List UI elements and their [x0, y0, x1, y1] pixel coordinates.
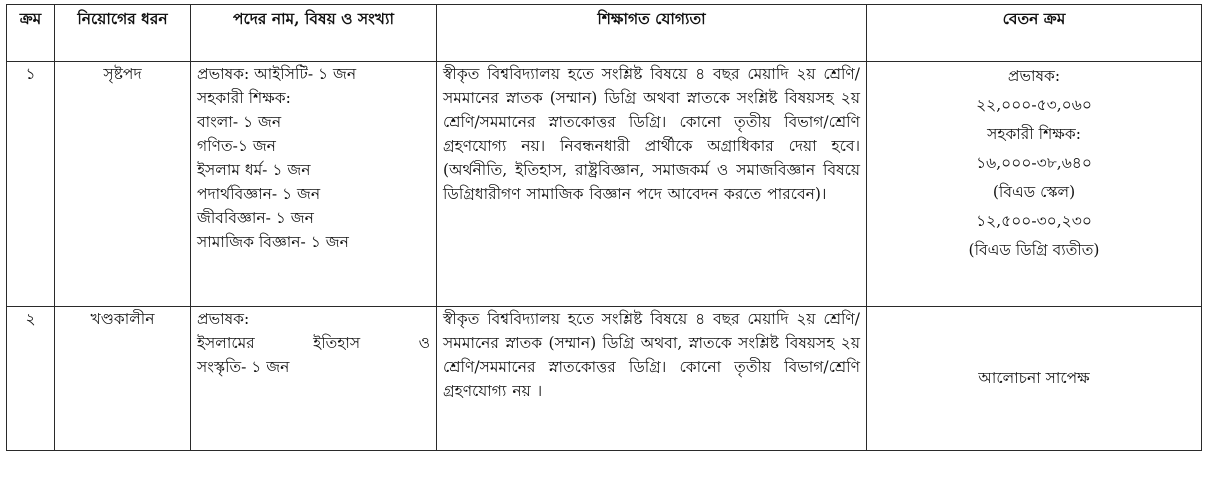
pay-line: (বিএড ডিগ্রি ব্যতীত) — [968, 241, 1100, 259]
row-serial: ২ — [7, 307, 55, 451]
pay-line: ১২,৫০০-৩০,২৩০ — [976, 212, 1092, 230]
header-serial: ক্রম — [7, 5, 55, 62]
pay-line: প্রভাষক: — [1007, 67, 1061, 85]
post-line: গণিত-১ জন — [197, 137, 276, 155]
post-line: প্রভাষক: আইসিটি- ১ জন — [197, 65, 357, 83]
row-posts — [191, 307, 437, 451]
row-posts — [191, 62, 437, 307]
row-qualification: স্বীকৃত বিশ্ববিদ্যালয় হতে সংশ্লিষ্ট বিষয়ে ৪ বছর মেয়াদি ২য় শ্রেণি/সমমানের স্নাতক (সম্মান) ডিগ্রি অথবা স্নাতকে সংশ্লিষ্ট বিষয়সহ ২য় শ্রেণি/সমমানের স্নাতকোত্তর ডিগ্রি। কোনো তৃতীয় বিভাগ/শ্রেণি গ্রহণযোগ্য নয়। নিবন্ধনধারী প্রার্থীকে অগ্রাধিকার দেয়া হবে। (অর্থনীতি, ইতিহাস, রাষ্ট্রবিজ্ঞান, সমাজকর্ম ও সমাজবিজ্ঞান বিষয়ে ডিগ্রিধারীগণ সামাজিক বিজ্ঞান পদে আবেদন করতে পারবেন)। — [437, 62, 867, 307]
table-row — [7, 307, 1202, 451]
post-line: সংস্কৃতি- ১ জন — [197, 358, 290, 376]
row-appointment-type: খণ্ডকালীন — [55, 307, 191, 451]
post-line: সহকারী শিক্ষক: — [197, 89, 291, 107]
pay-line: ১৬,০০০-৩৮,৬৪০ — [976, 154, 1092, 172]
header-pay-scale: বেতন ক্রম — [867, 5, 1202, 62]
pay-line: ২২,০০০-৫৩,০৬০ — [976, 96, 1092, 114]
row-pay-scale — [867, 62, 1202, 307]
post-line: প্রভাষক: — [197, 310, 250, 328]
post-line: ইসলাম ধর্ম- ১ জন — [197, 161, 311, 179]
post-line: ইসলামের ইতিহাস ও — [197, 334, 430, 352]
row-appointment-type: সৃষ্টপদ — [55, 62, 191, 307]
recruitment-table — [6, 4, 1202, 451]
table-header-row — [7, 5, 1202, 62]
header-appointment-type: নিয়োগের ধরন — [55, 5, 191, 62]
table-row — [7, 62, 1202, 307]
post-line: সামাজিক বিজ্ঞান- ১ জন — [197, 233, 349, 251]
header-post-subject-count: পদের নাম, বিষয় ও সংখ্যা — [191, 5, 437, 62]
row-serial: ১ — [7, 62, 55, 307]
pay-line: সহকারী শিক্ষক: — [987, 125, 1081, 143]
post-line: বাংলা- ১ জন — [197, 113, 282, 131]
row-pay-scale — [867, 307, 1202, 451]
pay-line: (বিএড স্কেল) — [992, 183, 1076, 201]
post-line: জীববিজ্ঞান- ১ জন — [197, 209, 314, 227]
row-qualification: স্বীকৃত বিশ্ববিদ্যালয় হতে সংশ্লিষ্ট বিষয়ে ৪ বছর মেয়াদি ২য় শ্রেণি/সমমানের স্নাতক (সম্মান) ডিগ্রি অথবা, স্নাতকে সংশ্লিষ্ট বিষয়সহ ২য় শ্রেণি/সমমানের স্নাতকোত্তর ডিগ্রি। কোনো তৃতীয় বিভাগ/শ্রেণি গ্রহণযোগ্য নয় । — [437, 307, 867, 451]
post-line: পদার্থবিজ্ঞান- ১ জন — [197, 185, 321, 203]
pay-line: আলোচনা সাপেক্ষ — [978, 369, 1090, 387]
header-qualification: শিক্ষাগত যোগ্যতা — [437, 5, 867, 62]
